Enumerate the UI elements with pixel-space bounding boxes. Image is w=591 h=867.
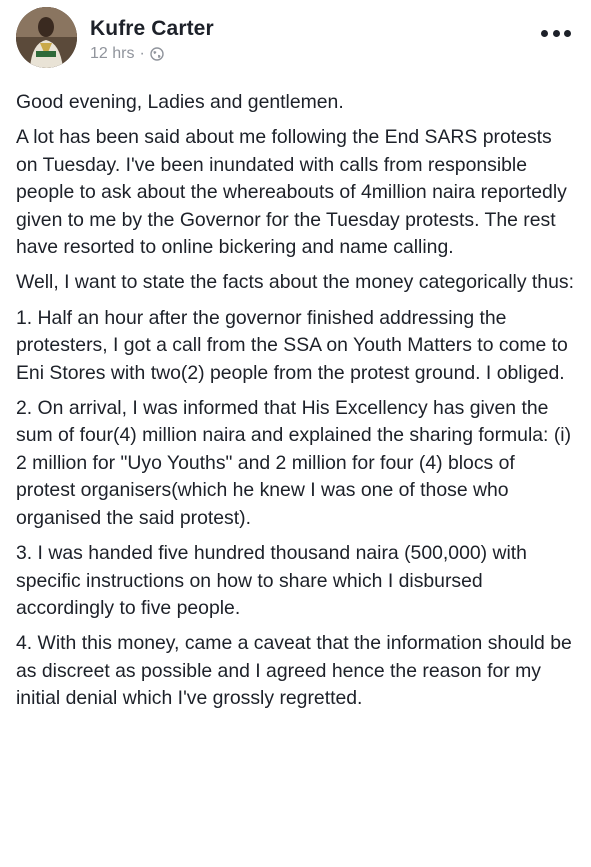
post-paragraph: 2. On arrival, I was informed that His Excellency has given the sum of four(4) million naira and explained the sharing formula: (i) 2 million for "Uyo Youths" and 2 million for four (4) blocs of protest organisers(which he knew I was one of those who organised the said protest). — [16, 397, 572, 529]
more-options-icon[interactable] — [541, 25, 571, 41]
meta-separator: · — [139, 45, 145, 62]
author-avatar[interactable] — [16, 7, 77, 68]
more-dot — [541, 30, 548, 37]
post-timestamp[interactable]: 12 hrs — [90, 45, 135, 62]
post-paragraph: A lot has been said about me following the End SARS protests on Tuesday. I've been inundated with calls from responsible people to ask about the whereabouts of 4million naira reportedly given to me by the Governor for the Tuesday protests. The rest have resorted to online bickering and name calling. — [16, 126, 567, 259]
post-header — [16, 7, 575, 71]
post-meta — [90, 45, 164, 63]
post-body — [16, 89, 578, 721]
post-paragraph: 3. I was handed five hundred thousand naira (500,000) with specific instructions on how to share which I disbursed accordingly to five people. — [16, 542, 527, 619]
post-paragraph: Good evening, Ladies and gentlemen. — [16, 91, 344, 113]
more-dot — [553, 30, 560, 37]
post-paragraph: 1. Half an hour after the governor finished addressing the protesters, I got a call from the SSA on Youth Matters to come to Eni Stores with two(2) people from the protest ground. I obliged. — [16, 306, 568, 384]
post-paragraph: Well, I want to state the facts about the money categorically thus: — [16, 271, 574, 294]
author-name[interactable]: Kufre Carter — [90, 17, 214, 40]
post-paragraph: 4. With this money, came a caveat that the information should be as discreet as possible and I agreed hence the reason for my initial denial which I've grossly regretted. — [16, 632, 572, 710]
globe-icon[interactable] — [150, 47, 164, 61]
more-dot — [564, 30, 571, 37]
